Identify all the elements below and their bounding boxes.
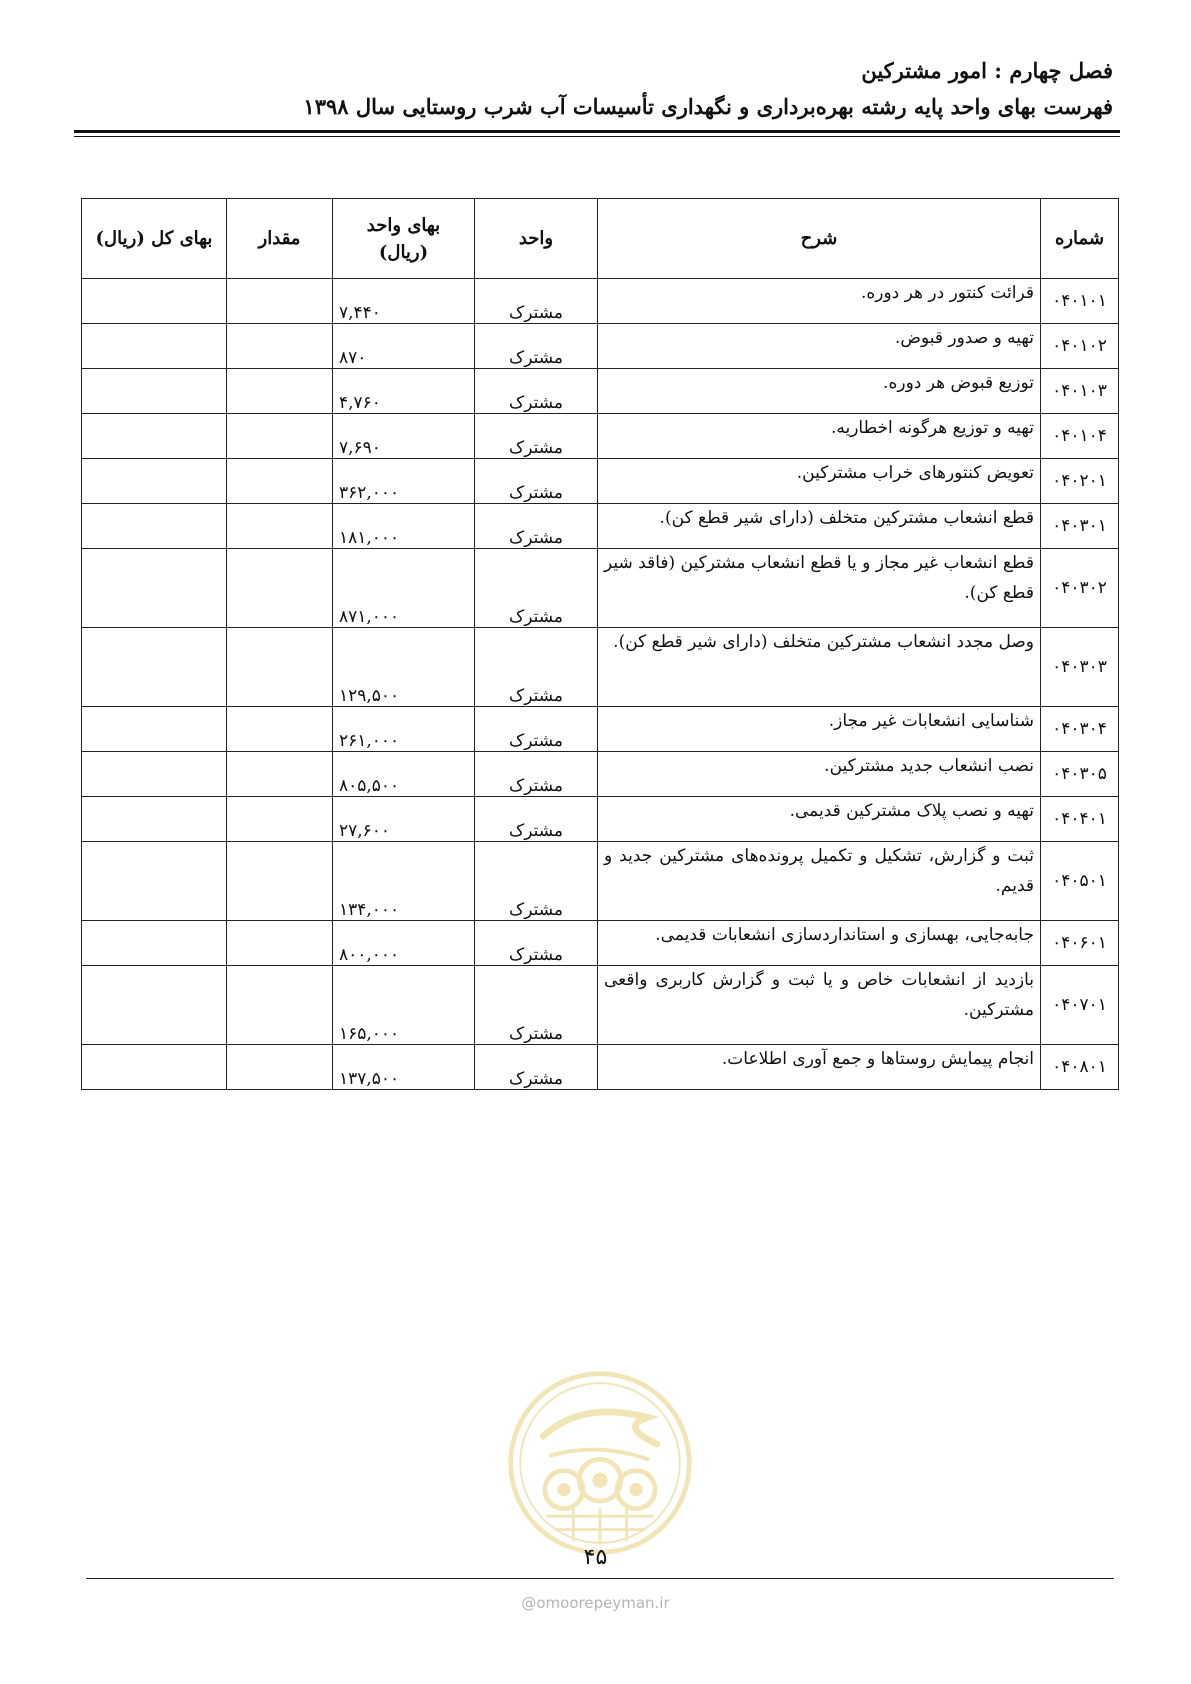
item-code: ۰۴۰۳۰۲ xyxy=(1041,549,1119,628)
item-unit: مشترک xyxy=(475,279,598,324)
unit-price-currency: (ریال) xyxy=(378,241,429,263)
page-number: ۴۵ xyxy=(583,1545,608,1570)
item-total-price xyxy=(82,752,227,797)
item-quantity xyxy=(227,549,333,628)
table-header-row xyxy=(82,199,1119,279)
item-unit: مشترک xyxy=(475,628,598,707)
item-code: ۰۴۰۳۰۱ xyxy=(1041,504,1119,549)
item-total-price xyxy=(82,1045,227,1090)
table-row xyxy=(82,752,1119,797)
item-unit: مشترک xyxy=(475,752,598,797)
item-total-price xyxy=(82,628,227,707)
item-unit-price: ۲۶۱,۰۰۰ xyxy=(333,707,475,752)
item-description: توزیع قبوض هر دوره. xyxy=(598,369,1041,414)
item-quantity xyxy=(227,414,333,459)
table-row xyxy=(82,797,1119,842)
item-code: ۰۴۰۱۰۳ xyxy=(1041,369,1119,414)
item-total-price xyxy=(82,921,227,966)
item-total-price xyxy=(82,549,227,628)
item-unit-price: ۸۷۱,۰۰۰ xyxy=(333,549,475,628)
table-row xyxy=(82,921,1119,966)
item-unit: مشترک xyxy=(475,369,598,414)
item-quantity xyxy=(227,842,333,921)
item-total-price xyxy=(82,414,227,459)
table-row xyxy=(82,707,1119,752)
item-quantity xyxy=(227,752,333,797)
item-quantity xyxy=(227,324,333,369)
item-description: تهیه و صدور قبوض. xyxy=(598,324,1041,369)
item-quantity xyxy=(227,459,333,504)
table-row xyxy=(82,459,1119,504)
item-unit-price: ۱۶۵,۰۰۰ xyxy=(333,966,475,1045)
item-code: ۰۴۰۶۰۱ xyxy=(1041,921,1119,966)
table-row xyxy=(82,966,1119,1045)
item-quantity xyxy=(227,797,333,842)
price-list-table xyxy=(81,198,1119,1090)
item-description: انجام پیمایش روستاها و جمع آوری اطلاعات. xyxy=(598,1045,1041,1090)
item-total-price xyxy=(82,459,227,504)
item-unit-price: ۷,۶۹۰ xyxy=(333,414,475,459)
item-description: تهیه و توزیع هرگونه اخطاریه. xyxy=(598,414,1041,459)
item-description: قطع انشعاب غیر مجاز و یا قطع انشعاب مشترکین (فاقد شیر قطع کن). xyxy=(598,549,1041,628)
item-quantity xyxy=(227,707,333,752)
table-row xyxy=(82,414,1119,459)
item-unit: مشترک xyxy=(475,324,598,369)
item-total-price xyxy=(82,279,227,324)
footer-rule xyxy=(86,1578,1114,1579)
item-code: ۰۴۰۴۰۱ xyxy=(1041,797,1119,842)
item-code: ۰۴۰۳۰۳ xyxy=(1041,628,1119,707)
item-unit: مشترک xyxy=(475,549,598,628)
column-header-quantity: مقدار xyxy=(227,199,333,279)
item-total-price xyxy=(82,966,227,1045)
item-quantity xyxy=(227,1045,333,1090)
item-description: نصب انشعاب جدید مشترکین. xyxy=(598,752,1041,797)
column-header-unit-price xyxy=(333,199,475,279)
item-unit: مشترک xyxy=(475,1045,598,1090)
item-code: ۰۴۰۷۰۱ xyxy=(1041,966,1119,1045)
watermark-seal-logo xyxy=(505,1368,695,1558)
item-unit-price: ۱۳۷,۵۰۰ xyxy=(333,1045,475,1090)
item-unit: مشترک xyxy=(475,504,598,549)
item-unit: مشترک xyxy=(475,707,598,752)
item-unit-price: ۳۶۲,۰۰۰ xyxy=(333,459,475,504)
item-description: قطع انشعاب مشترکین متخلف (دارای شیر قطع کن). xyxy=(598,504,1041,549)
item-total-price xyxy=(82,504,227,549)
item-description: ثبت و گزارش، تشکیل و تکمیل پرونده‌های مشترکین جدید و قدیم. xyxy=(598,842,1041,921)
item-description: وصل مجدد انشعاب مشترکین متخلف (دارای شیر قطع کن). xyxy=(598,628,1041,707)
column-header-unit: واحد xyxy=(475,199,598,279)
item-total-price xyxy=(82,842,227,921)
item-quantity xyxy=(227,628,333,707)
website-watermark: @omoorepeyman.ir xyxy=(521,1594,670,1612)
item-unit-price: ۷,۴۴۰ xyxy=(333,279,475,324)
item-total-price xyxy=(82,797,227,842)
item-unit-price: ۴,۷۶۰ xyxy=(333,369,475,414)
table-row xyxy=(82,842,1119,921)
item-unit: مشترک xyxy=(475,921,598,966)
item-code: ۰۴۰۳۰۵ xyxy=(1041,752,1119,797)
item-quantity xyxy=(227,279,333,324)
item-unit-price: ۸۰۰,۰۰۰ xyxy=(333,921,475,966)
item-quantity xyxy=(227,369,333,414)
table-row xyxy=(82,504,1119,549)
item-code: ۰۴۰۳۰۴ xyxy=(1041,707,1119,752)
item-unit: مشترک xyxy=(475,459,598,504)
item-quantity xyxy=(227,921,333,966)
item-description: بازدید از انشعابات خاص و یا ثبت و گزارش کاربری واقعی مشترکین. xyxy=(598,966,1041,1045)
item-unit-price: ۸۷۰ xyxy=(333,324,475,369)
item-unit-price: ۱۸۱,۰۰۰ xyxy=(333,504,475,549)
item-unit-price: ۲۷,۶۰۰ xyxy=(333,797,475,842)
item-total-price xyxy=(82,707,227,752)
header-rule-thick xyxy=(74,130,1120,133)
item-unit-price: ۱۲۹,۵۰۰ xyxy=(333,628,475,707)
item-code: ۰۴۰۵۰۱ xyxy=(1041,842,1119,921)
item-description: شناسایی انشعابات غیر مجاز. xyxy=(598,707,1041,752)
item-total-price xyxy=(82,324,227,369)
unit-price-label: بهای واحد xyxy=(366,214,441,236)
item-unit: مشترک xyxy=(475,842,598,921)
item-description: تهیه و نصب پلاک مشترکین قدیمی. xyxy=(598,797,1041,842)
table-row xyxy=(82,628,1119,707)
item-code: ۰۴۰۸۰۱ xyxy=(1041,1045,1119,1090)
document-title: فهرست بهای واحد پایه رشته بهره‌برداری و نگهداری تأسیسات آب شرب روستایی سال ۱۳۹۸ xyxy=(303,94,1113,119)
item-unit-price: ۸۰۵,۵۰۰ xyxy=(333,752,475,797)
column-header-total-price: بهای کل (ریال) xyxy=(82,199,227,279)
column-header-code: شماره xyxy=(1041,199,1119,279)
column-header-description: شرح xyxy=(598,199,1041,279)
item-description: تعویض کنتورهای خراب مشترکین. xyxy=(598,459,1041,504)
header-rule-thin xyxy=(74,136,1120,137)
item-code: ۰۴۰۱۰۲ xyxy=(1041,324,1119,369)
table-row xyxy=(82,549,1119,628)
item-quantity xyxy=(227,966,333,1045)
item-code: ۰۴۰۱۰۱ xyxy=(1041,279,1119,324)
item-unit: مشترک xyxy=(475,797,598,842)
item-description: جابه‌جایی، بهسازی و استانداردسازی انشعابات قدیمی. xyxy=(598,921,1041,966)
item-total-price xyxy=(82,369,227,414)
table-row xyxy=(82,369,1119,414)
item-code: ۰۴۰۱۰۴ xyxy=(1041,414,1119,459)
item-unit: مشترک xyxy=(475,966,598,1045)
table-row xyxy=(82,279,1119,324)
item-description: قرائت کنتور در هر دوره. xyxy=(598,279,1041,324)
item-unit-price: ۱۳۴,۰۰۰ xyxy=(333,842,475,921)
item-unit: مشترک xyxy=(475,414,598,459)
table-row xyxy=(82,1045,1119,1090)
item-code: ۰۴۰۲۰۱ xyxy=(1041,459,1119,504)
chapter-heading: فصل چهارم : امور مشترکین xyxy=(861,58,1113,83)
table-row xyxy=(82,324,1119,369)
item-quantity xyxy=(227,504,333,549)
